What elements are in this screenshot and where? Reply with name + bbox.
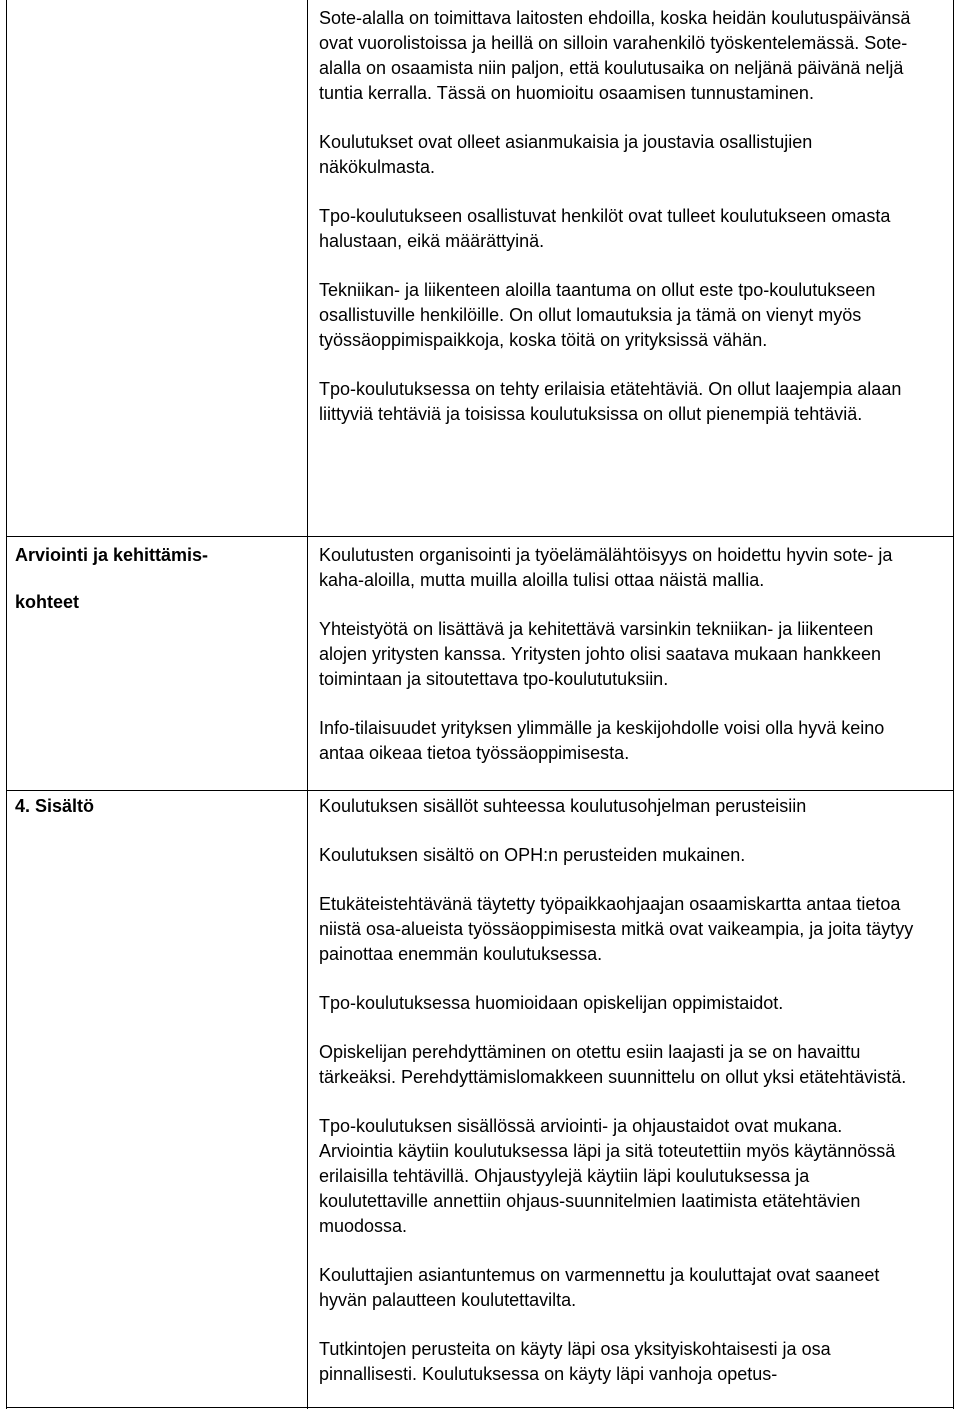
paragraph: Kouluttajien asiantuntemus on varmennettu ja kouluttajat ovat saaneet hyvän palautteen koulutettavilta. — [319, 1265, 880, 1310]
row-heading — [15, 543, 295, 615]
paragraph: Sote-alalla on toimittava laitosten ehdoilla, koska heidän koulutuspäivänsä ovat vuorolistoissa ja heillä on silloin varahenkilö työskentelemässä. Sote-alalla on osaamista niin paljon, että koulutusaika on neljänä päivänä neljä tuntia kerralla. Tässä on huomioitu osaamisen tunnustaminen. — [319, 8, 911, 103]
paragraph: Etukäteistehtävänä täytetty työpaikkaohjaajan osaamiskartta antaa tietoa niistä osa-alueista työssäoppimisesta mitkä ovat vaikeampia, ja joita täytyy painottaa enemmän koulutuksessa. — [319, 894, 914, 964]
row-heading-line: Arviointi ja kehittämis- — [15, 545, 209, 565]
paragraph: Opiskelijan perehdyttäminen on otettu esiin laajasti ja se on havaittu tärkeäksi. Perehdyttämislomakkeen suunnittelu on ollut yksi etätehtävistä. — [319, 1042, 907, 1087]
column-divider — [307, 790, 308, 1409]
paragraph: Tekniikan- ja liikenteen aloilla taantuma on ollut este tpo-koulutukseen osallistuville henkilöille. On ollut lomautuksia ja tämä on vienyt myös työssäoppimispaikkoja, koska töitä on yrityksissä vähän. — [319, 280, 876, 350]
paragraph: Koulutusten organisointi ja työelämälähtöisyys on hoidettu hyvin sote- ja kaha-aloilla, mutta muilla aloilla tulisi ottaa näistä mallia. — [319, 545, 893, 590]
table-cell-content — [319, 794, 919, 1387]
paragraph: Tpo-koulutuksen sisällössä arviointi- ja ohjaustaidot ovat mukana. Arviointia käytiin koulutuksessa läpi ja sitä toteutettiin myös käytännössä erilaisilla tehtävillä. Ohjaustyylejä käytiin läpi koulutuksessa ja koulutettaville annettiin ohjaus-suunnitelmien laatimista etätehtävien muodossa. — [319, 1116, 896, 1236]
paragraph: Koulutuksen sisällöt suhteessa koulutusohjelman perusteisiin — [319, 796, 807, 816]
column-divider — [307, 536, 308, 790]
paragraph: Koulutukset ovat olleet asianmukaisia ja joustavia osallistujien näkökulmasta. — [319, 132, 813, 177]
row-heading: 4. Sisältö — [15, 796, 95, 816]
table-cell-content — [319, 543, 919, 766]
row-divider — [7, 790, 953, 791]
paragraph: Info-tilaisuudet yrityksen ylimmälle ja keskijohdolle voisi olla hyvä keino antaa oikeaa tietoa työssäoppimisesta. — [319, 718, 885, 763]
paragraph: Tpo-koulutuksessa on tehty erilaisia etätehtäviä. On ollut laajempia alaan liittyviä tehtäviä ja toisissa koulutuksissa on ollut pienempiä tehtäviä. — [319, 379, 902, 424]
column-divider — [307, 0, 308, 536]
row-divider — [7, 536, 953, 537]
table-cell-content — [319, 6, 919, 427]
row-divider — [7, 1407, 953, 1408]
paragraph: Tutkintojen perusteita on käyty läpi osa yksityiskohtaisesti ja osa pinnallisesti. Koulutuksessa on käyty läpi vanhoja opetus- — [319, 1339, 831, 1384]
paragraph: Yhteistyötä on lisättävä ja kehitettävä varsinkin tekniikan- ja liikenteen alojen yritysten kanssa. Yritysten johto olisi saatava mukaan hankkeen toimintaan ja sitoutettava tpo-koulututuksiin. — [319, 619, 881, 689]
paragraph: Tpo-koulutuksessa huomioidaan opiskelijan oppimistaidot. — [319, 993, 784, 1013]
paragraph: Koulutuksen sisältö on OPH:n perusteiden mukainen. — [319, 845, 746, 865]
row-heading-line: kohteet — [15, 592, 80, 612]
paragraph: Tpo-koulutukseen osallistuvat henkilöt ovat tulleet koulutukseen omasta halustaan, eikä määrättyinä. — [319, 206, 891, 251]
evaluation-table — [6, 0, 954, 1409]
